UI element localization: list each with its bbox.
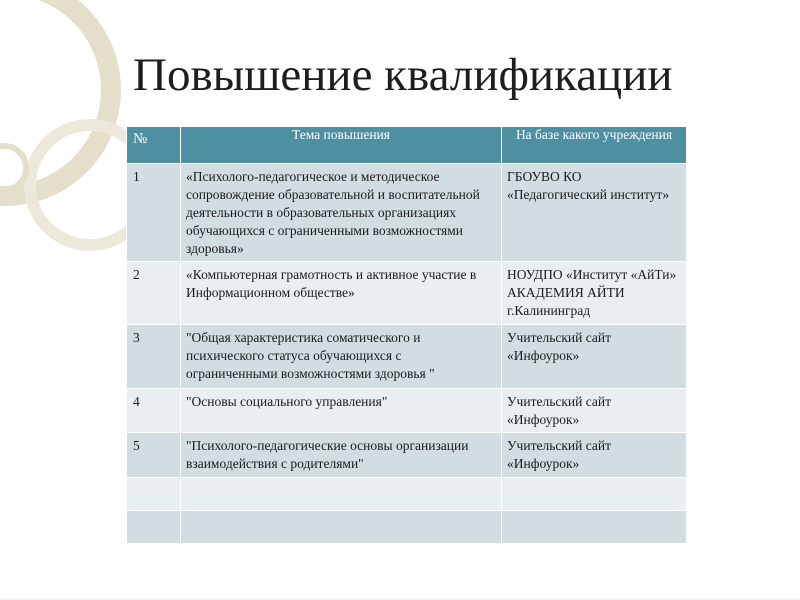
row-institution: Учительский сайт «Инфоурок»	[502, 389, 687, 433]
row-topic	[181, 511, 502, 544]
row-institution: Учительский сайт «Инфоурок»	[502, 325, 687, 389]
row-number	[127, 478, 181, 511]
table-row	[127, 325, 687, 389]
row-topic: «Психолого-педагогическое и методическое сопровождение образовательной и воспитательной деятельности в образовательных организациях обучающихся с ограниченными возможностями здоровья»	[181, 164, 502, 262]
table-row	[127, 262, 687, 325]
row-topic: "Общая характеристика соматического и психического статуса обучающихся с ограниченными возможностями здоровья "	[181, 325, 502, 389]
row-topic: "Основы социального управления"	[181, 389, 502, 433]
row-number: 4	[127, 389, 181, 433]
table-row	[127, 433, 687, 478]
table-row	[127, 511, 687, 544]
row-number: 1	[127, 164, 181, 262]
row-number	[127, 511, 181, 544]
row-institution: НОУДПО «Институт «АйТи» АКАДЕМИЯ АЙТИ г.Калининград	[502, 262, 687, 325]
row-number: 5	[127, 433, 181, 478]
row-number: 2	[127, 262, 181, 325]
header-institution	[502, 127, 687, 164]
header-topic	[181, 127, 502, 164]
table-row	[127, 389, 687, 433]
row-institution: ГБОУВО КО «Педагогический институт»	[502, 164, 687, 262]
table-header-row	[127, 127, 687, 164]
row-topic: "Психолого-педагогические основы организации взаимодействия с родителями"	[181, 433, 502, 478]
row-topic	[181, 478, 502, 511]
header-topic-label: Тема повышения	[291, 127, 390, 142]
row-institution	[502, 478, 687, 511]
row-institution: Учительский сайт «Инфоурок»	[502, 433, 687, 478]
row-institution	[502, 511, 687, 544]
row-topic: «Компьютерная грамотность и активное участие в Информационном обществе»	[181, 262, 502, 325]
header-number: №	[127, 127, 181, 164]
slide-title: Повышение квалификации	[133, 49, 673, 101]
table-row	[127, 164, 687, 262]
header-institution-label: На базе какого учреждения	[515, 127, 673, 142]
row-number: 3	[127, 325, 181, 389]
table-row	[127, 478, 687, 511]
qualification-table	[126, 126, 687, 544]
